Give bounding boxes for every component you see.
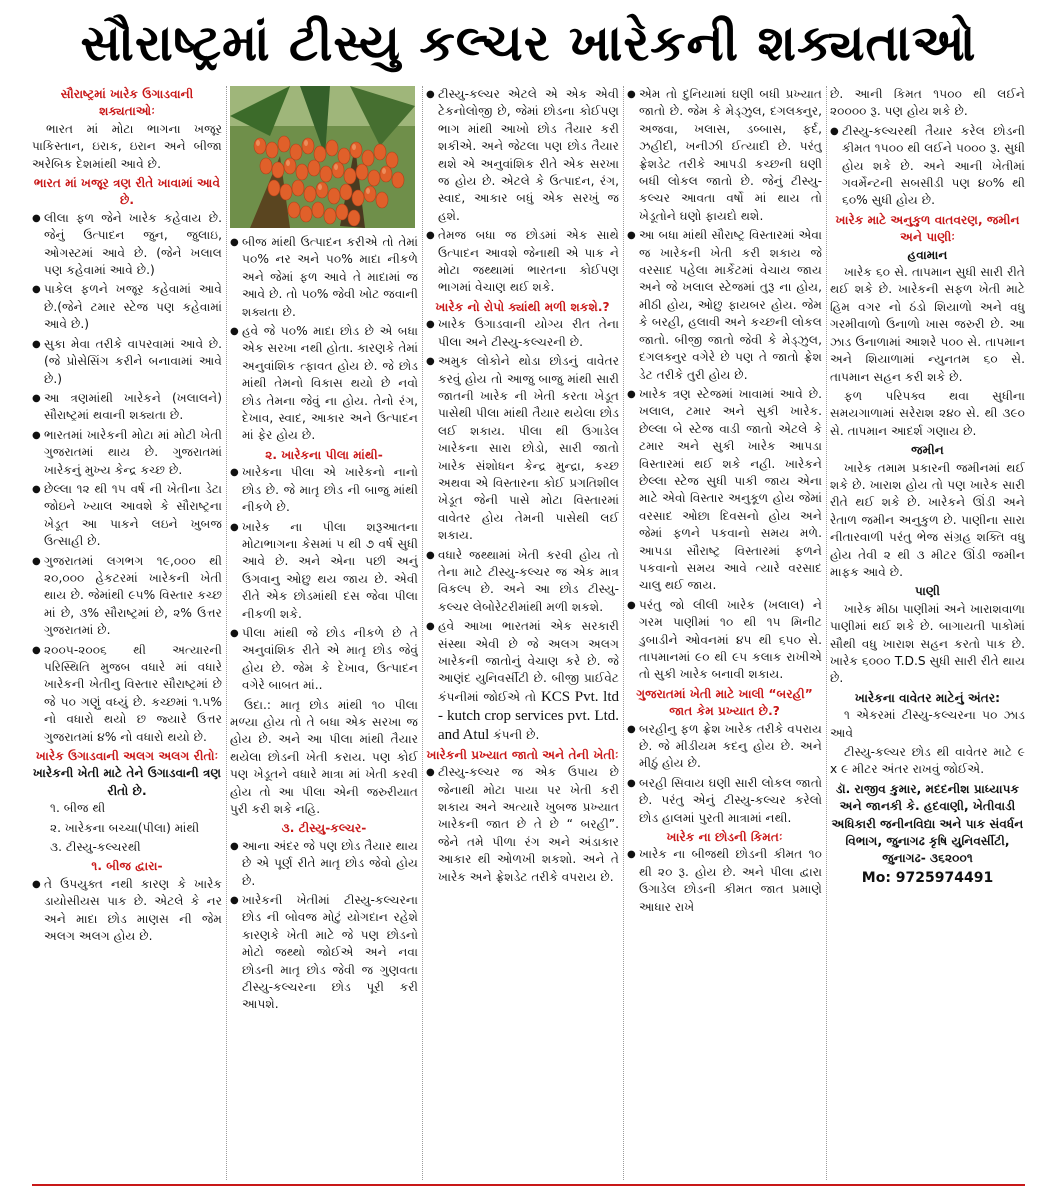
section-heading: ૨. ખારેકના પીલા માંથી- [265,447,383,462]
bullet-list [627,846,822,916]
list-item: ● ભારતમાં ખારેકની મોટા માં મોટી ખેતી ગુજરાતમાં થાય છે. ગુજરાતમાં ખારેકનું મુખ્ય કેન્દ્ર કચ્છ છે. [32,427,222,479]
bullet-list [627,86,822,684]
company-names: KCS Pvt. ltd - kutch crop services pvt. Ltd. and Atul [438,688,619,743]
paragraph: છે. આની કિમત ૧૫૦૦ થી લઈને ૨૦૦૦૦ રૂ. પણ હોય શકે છે. [830,87,1025,119]
subheading: હવામાન [907,247,948,262]
page-headline: સૌરાષ્ટ્રમાં ટીસ્યુ કલ્ચર ખારેકની શક્યતાઓ [80,14,977,72]
method-item: ૩. ટીસ્યુ-કલ્ચરથી [50,840,141,855]
section-heading: ૩. ટીસ્યુ-કલ્ચર- [281,821,367,836]
section-heading: ખારેક નો રોપો ક્યાંથી મળી શકશે.? [435,299,610,314]
section-heading: ખારેક ના છોડની કિમતઃ [666,830,783,845]
section-heading: ખારેક ઉગાડવાની અલગ અલગ રીતોઃ [35,749,219,764]
section-heading: સૌરાષ્ટ્રમાં ખારેક ઉગાડવાની શક્યતાઓઃ [60,87,194,119]
article-column-5 [830,86,1025,1180]
bullet-list [230,838,418,1014]
bullet-list [627,721,822,827]
list-item: ● પીલા માંથી જે છોડ નીકળે છે તે અનુવાંશિક રીતે એ માતૃ છોડ જેવું હોય છે. જેમ કે દેખાવ, ઉત્પાદન વગેરે બાબત માં.. [230,625,418,695]
section-heading: ૧. બીજ દ્વારા- [91,859,163,874]
mobile-number: Mo: 9725974491 [861,869,994,886]
list-item: ● આ બધા માંથી સૌરાષ્ટ્ર વિસ્તારમાં એવા જ ખારેકની ખેતી કરી શકાય જે વરસાદ પહેલા માર્કેટમાં વેચાય જાય અને જે ખલાલ સ્ટેજમાં તુરૂ ના હોય, મીઠી હોય, ઓછુ ફાયબર હોય. જેમ કે બરહી, હલાવી અને કચ્છની લોકલ જાતો. બીજી જાતો જેવી કે મેડ્ઝુલ, દગલક્નુર વગેરે છે પણ તે જાતો ફ્રેશ ડેટ તરીકે તુરી હોય છે. [627,227,822,384]
list-item: ● ખારેક ઉગાડવાની યોગ્ય રીત તેના પીલા અને ટીસ્યુ-કલ્ચરની છે. [426,316,619,351]
list-item: ● છેલ્લા ૧૨ થી ૧૫ વર્ષ ની ખેતીના ડેટા જોઇને ખ્યાલ આવશે કે સૌરાષ્ટ્રના ખેડૂત આ પાકને લઇને ખુબજ ઉત્સાહી છે. [32,481,222,551]
bullet-list [32,210,222,746]
list-item: ● ટીસ્યુ-કલ્ચરથી તૈયાર કરેલ છોડની કીમત ૧૫૦૦ થી લઈને ૫૦૦૦ રૂ. સુધી હોય શકે છે. અને આની ખેતીમાં ગવર્મેન્ટની સબસીડી પણ ૪૦% થી ૬૦% સુધી હોય છે. [830,123,1025,210]
list-item: ● એમ તો દુનિયામાં ઘણી બધી પ્રખ્યાત જાતો છે. જેમ કે મેડ્ઝુલ, દગલક્નુર, અજવા, ખલાસ, ડબ્બાસ, ફર્દ, ઝહીદી, ખનીઝી ઈત્યાદી છે. પરંતુ ફ્રેશડેટ તરીકે આપડી કચ્છની ઘણી બધી લોકલ જાતો છે. જેનું ટીસ્યુ-કલ્ચર આવતા વર્ષો માં થાય તો ખેડૂતોને ઘણો ફાયદો થશે. [627,86,822,225]
list-item: ● લીલા ફળ જેને ખારેક કહેવાય છે. જેનું ઉત્પાદન જુન, જુલાઇ, ઓગસ્ટમાં આવે છે. (જેને ખલાલ પણ કહેવામાં આવે છે.) [32,210,222,280]
section-heading: ખારેકની પ્રખ્યાત જાતો અને તેની ખેતીઃ [426,747,619,762]
section-heading: ખારેક માટે અનુકુળ વાતવરણ, જમીન અને પાણીઃ [835,212,1020,245]
list-item-text: હવે આખા ભારતમાં એક સરકારી સંસ્થા એવી છે જે અલગ અલગ ખારેકની જાતોનું વેચાણ કરે છે. જે આણંદ યુનિવર્સીટી છે. બીજી પ્રાઈવેટ કંપનીમાં જોઈએ તો [438,619,619,704]
list-item: ● બરહીનુ ફળ ફ્રેશ ખારેક તરીકે વપરાય છે. જે મીડીયમ કદનુ હોય છે. અને મીઠું હોય છે. [627,721,822,773]
list-item: ● આના અંદર જે પણ છોડ તૈયાર થાય છે એ પૂર્ણ રીતે માતૃ છોડ જેવો હોય છે. [230,838,418,890]
method-item: ૨. ખારેકના બચ્ચા(પીલા) માંથી [50,820,200,835]
list-item: ● સુકા મેવા તરીકે વાપરવામાં આવે છે. (જે પ્રોસેસિંગ કરીને બનાવામાં આવે છે.) [32,336,222,388]
column-divider [422,86,423,1180]
column-divider [623,86,624,1180]
paragraph: ખારેક મીઠા પાણીમાં અને ખારાશવાળા પાણીમાં થઈ શકે છે. બાગાયતી પાકોમાં સૌથી વધુ ખારાશ સહન કરતો પાક છે. ખારેક ૬૦૦૦ T.D.S સુધી સારી રીતે થાય છે. [830,601,1025,686]
list-item-text: કંપની છે. [493,727,540,742]
author-credit: ડૉ. રાજીવ કુમાર, મદદનીશ પ્રાધ્યાપક અને જાનકી કે. હદવાણી, ખેતીવાડી અધિકારી જનીનવિદ્યા અને પાક સંવર્ધન વિભાગ, જુનાગઢ કૃષિ યુનિવર્સીટી, જુનાગઢ- ૩૬૨૦૦૧ [831,781,1024,866]
list-item: ● તે ઉપયુક્ત નથી કારણ કે ખારેક ડાયોસીયસ પાક છે. એટલે કે નર અને માદા છોડ માણસ ની જેમ અલગ અલગ હોય છે. [32,876,222,946]
column-divider [226,86,227,1180]
list-item: ● ટીસ્યુ-કલ્ચર જ એક ઉપાય છે જેનાથી મોટા પાયા પર ખેતી કરી શકાય અને અત્યારે ખુબજ પ્રખ્યાત ખારેકની જાત છે તે છે “ બરહી”. જેને તમે પીળા રંગ અને અંડાકાર આકાર થી ઓળખી શકશો. અને તે ખારેક અને ફ્રેશડેટ તરીકે વપરાય છે. [426,764,619,886]
bullet-list [426,86,619,297]
bottom-rule [32,1184,1025,1186]
list-item: ● પરંતુ જો લીલી ખારેક (ખલાલ) ને ગરમ પાણીમાં ૧૦ થી ૧૫ મિનીટ ડુબાડીને ઓવનમાં ૪૫ થી ૬૫૦ સે. તાપમાનમાં ૯૦ થી ૯૫ કલાક રાખીએ તો સુકી ખારેક બનાવી શકાય. [627,597,822,684]
list-item: ● ખારેક ના બીજથી છોડની કીમત ૧૦ થી ૨૦ રૂ. હોય છે. અને પીલા દ્વારા ઉગાડેલ છોડની કીમત જાત પ્રમાણે આધાર રાખે [627,846,822,916]
list-item: ● હવે જે ૫૦% માદા છોડ છે એ બધા એક સરખા નથી હોતા. કારણકે તેમાં અનુવાંશિક ત્ફાવત હોય છે. જે છોડ માંથી તેમનો વિકાસ થયો છે નવો છોડ તેમના જેવું ના હોય. તેનો રંગ, દેખાવ, સ્વાદ, આકાર અને ઉત્પાદન માં ફેર હોય છે. [230,323,418,445]
subheading: ખારેકના વાવેતર માટેનું અંતર: [854,690,1001,705]
paragraph: ટીસ્યુ-કલ્ચર છોડ થી વાવેતર માટે ૯ x ૯ મીટર અંતર રાખવું જોઈએ. [830,745,1025,777]
list-item: ● આ ત્રણમાંથી ખારેકને (ખલાલને) સૌરાષ્ટ્રમાં થવાની શક્યતા છે. [32,390,222,425]
paragraph: ૧ એકરમાં ટીસ્યુ-કલ્ચરના ૫૦ ઝાડ આવે [830,708,1025,740]
bullet-list [830,123,1025,210]
paragraph: ખારેક તમામ પ્રકારની જમીનમાં થઈ શકે છે. ખારાશ હોય તો પણ ખારેક સારી રીતે થઈ શકે છે. ખારેકને ઊંડી અને રેતાળ જમીન અનુકુળ છે. પાણીના સારા નીતારવાળી પરંતુ ભેજ સંગ્રહ શક્તિ વધુ હોય તેવી ૨ થી ૩ મીટર ઊંડી જમીન માફક આવે છે. [830,460,1025,579]
subheading: પાણી [914,584,940,599]
article-column-2 [230,86,418,1180]
article-column-3 [426,86,619,1180]
list-item: ● પાકેલ ફળને ખજૂર કહેવામાં આવે છે.(જેને ટમાર સ્ટેજ પણ કહેવામાં આવે છે.) [32,281,222,333]
bullet-list [426,316,619,745]
list-item: ● ટીસ્યુ-કલ્ચર એટલે એ એક એવી ટેકનોલોજી છે, જેમાં છોડના કોઈપણ ભાગ માંથી આખો છોડ તૈયાર કરી શકીએ. અને જેટલા પણ છોડ તૈયાર થશે એ અનુવાંશિક રીતે એક સરખા જ હોય છે. એટલે કે ઉત્પાદન, રંગ, સ્વાદ, આકાર બધું એક સરખું જ હશે. [426,86,619,225]
list-item: ● બીજ માંથી ઉત્પાદન કરીએ તો તેમાં ૫૦% નર અને ૫૦% માદા નીકળે અને જેમાં ફળ આવે તે માદામાં જ આવે છે. તો ૫૦% જેવી ખોટ જવાની શક્યતા છે. [230,234,418,321]
bullet-list [230,234,418,445]
method-item: ૧. બીજ થી [50,801,106,816]
bullet-list [32,876,222,946]
list-item: ● બરહી સિવાય ઘણી સારી લોકલ જાતો છે. પરંતુ એનું ટીસ્યુ-કલ્ચર કરેલો છોડ હાલમાં પુરતી માત્રામાં નથી. [627,775,822,827]
paragraph: ભારત માં મોટા ભાગના ખજૂર પાકિસ્તાન, ઇરાક, ઇરાન અને બીજા અરેબિક દેશમાંથી આવે છે. [32,121,222,171]
subheading: જમીન [911,443,944,458]
list-item: ● વધારે જથ્થામાં ખેતી કરવી હોય તો તેના માટે ટીસ્યુ-કલ્ચર જ એક માત્ર વિકલ્પ છે. અને આ છોડ ટીસ્યુ-કલ્ચર લેબોરેટરીમાંથી મળી શકશે. [426,547,619,617]
list-item: ● ખારેક ના પીલા શરૂઆતના મોટાભાગના કેસમાં ૫ થી ૭ વર્ષ સુધી આવે છે. અને એના પછી અનું ઉગવાનુ ઓછુ થય જાય છે. એવી રીતે એક છોડમાંથી દસ જેવા પીલા નીકળી શકે. [230,519,418,623]
section-heading: ભારત માં ખજૂર ત્રણ રીતે ખાવામાં આવે છે. [33,176,221,208]
list-item: ● ૨૦૦૫-૨૦૦૬ થી અત્યારની પરિસ્થિતિ મુજબ વધારે માં વધારે ખારેકની ખેતીનુ વિસ્તાર સૌરાષ્ટ્રમાં છે જે ૫૦ ગણું વધ્યું છે. કચ્છમાં ૧.૫% નો વધારો થયો છ જ્યારે ઉત્તર ગુજરાતમાં ૪% નો વધારો થયો છે. [32,642,222,746]
list-item: ● ખારેક ત્રણ સ્ટેજમાં ખાવામાં આવે છે. ખલાલ, ટમાર અને સુકી ખારેક. છેલ્લા બે સ્ટેજ વાડી જાતો એટલે કે ટમાર અને સુકી ખારેક આપડા વિસ્તારમાં થઈ શકે નહી. ખારેકને છેલ્લા સ્ટેજ સુધી પાકી જાય એના માટે એવો વિસ્તાર અનુકૂળ હોય જેમાં વરસાદ ઓછા દિવસનો હોય અને જેમાં ફળને પકવાનો સમય મળે. આપડા સૌરાષ્ટ્ર વિસ્તારમાં ફળને પકવાનો સમય આવે ત્યારે વરસાદ ચાલુ થઈ જાય. [627,386,822,595]
paragraph: ઉદા.: માતૃ છોડ માંથી ૧૦ પીલા મળ્યા હોય તો તે બધા એક સરખા જ હોય છે. અને આ પીલા માંથી તૈયાર થયેલા છોડની ખેતી કરાય. પણ કોઈ પણ ખેડૂતને વધારે માત્રા માં ખેતી કરવી હોય તો આ પીલા એની જરુરીયાત પુરી કરી શકે નહિ. [230,697,418,816]
list-item: ● તેમજ બધા જ છોડમાં એક સાથે ઉત્પાદન આવશે જેનાથી એ પાક ને મોટા જથ્થામાં ભારતના કોઈપણ ભાગમાં વેચાણ થઈ શકે. [426,227,619,297]
paragraph: ખારેક ૬૦ સે. તાપમાન સુધી સારી રીતે થઈ શકે છે. ખારેકની સફળ ખેતી માટે હિમ વગર નો ઠંડો શિયાળો અને વધુ ગરમીવાળો ઉનાળો ખાસ જરુરી છે. આ ઝાડ ઉનાળામાં આશરે ૫૦૦ સે. તાપમાન અને શિયાળામાં ન્યુનતમ ૬૦ સે. તાપમાન સહન કરી શકે છે. [830,265,1025,384]
list-item: ● ખારેકના પીલા એ ખારેકનો નાનો છોડ છે. જે માતૃ છોડ ની બાજુ માંથી નીકળે છે. [230,464,418,516]
list-item: ● અમુક લોકોને થોડા છોડનું વાવેતર કરવું હોય તો આજુ બાજુ માંથી સારી જાતની ખારેક ની ખેતી કરતા ખેડૂત પાસેથી પીલા માંથી તૈયાર થયેલા છોડ લઈ શકાય. પીલા થી ઉગાડેલ ખારેકના સારા છોડો, સારી જાતો ખારેક સંશોધન કેન્દ્ર મુન્દ્રા, કચ્છ અથવા એ વિસ્તારના કોઈ પ્રગતિશીલ ખેડૂત જેની પાસે મોટા વિસ્તારમાં વાવેતર હોય તેમની પાસેથી લઈ શકાય. [426,353,619,544]
paragraph: ફળ પરિપક્વ થવા સુધીના સમયગાળામાં સરેરાશ ૨૪૦ સે. થી ૩૯૦ સે. તાપમાન આદર્શ ગણાય છે. [830,388,1025,438]
subheading: ખારેકની ખેતી માટે તેને ઉગાડવાની ત્રણ રીતો છે. [32,766,222,798]
article-column-4 [627,86,822,1180]
list-item: ● ગુજરાતમાં લગભગ ૧૯,૦૦૦ થી ૨૦,૦૦૦ હેકટરમાં ખારેકની ખેતી થાય છે. જેમાંથી ૯૫% વિસ્તાર કચ્છ માં છે, ૩% સૌરાષ્ટ્રમાં છે, ૨% ઉત્તર ગુજરાતમાં છે. [32,553,222,640]
article-column-1 [32,86,222,1180]
list-item: ● ખારેકની ખેતીમાં ટીસ્યુ-કલ્ચરના છોડ ની બોવજ મોટું યોગદાન રહેશે કારણકે ખેતી માટે જે પણ છોડનો મોટો જથ્થો જોઈએ અને નવા છોડની માતૃ છોડ જેવી જ ગુણવતા ટીસ્યુ-કલ્ચરના છોડ પૂરી કરી આપશે. [230,892,418,1014]
bullet-list [230,464,418,694]
list-item [426,618,619,745]
bullet-list [426,764,619,886]
section-heading: ગુજરાતમાં ખેતી માટે ખાલી “બરહી” જાત કેમ પ્રખ્યાત છે.? [636,686,813,719]
column-divider [826,86,827,1180]
